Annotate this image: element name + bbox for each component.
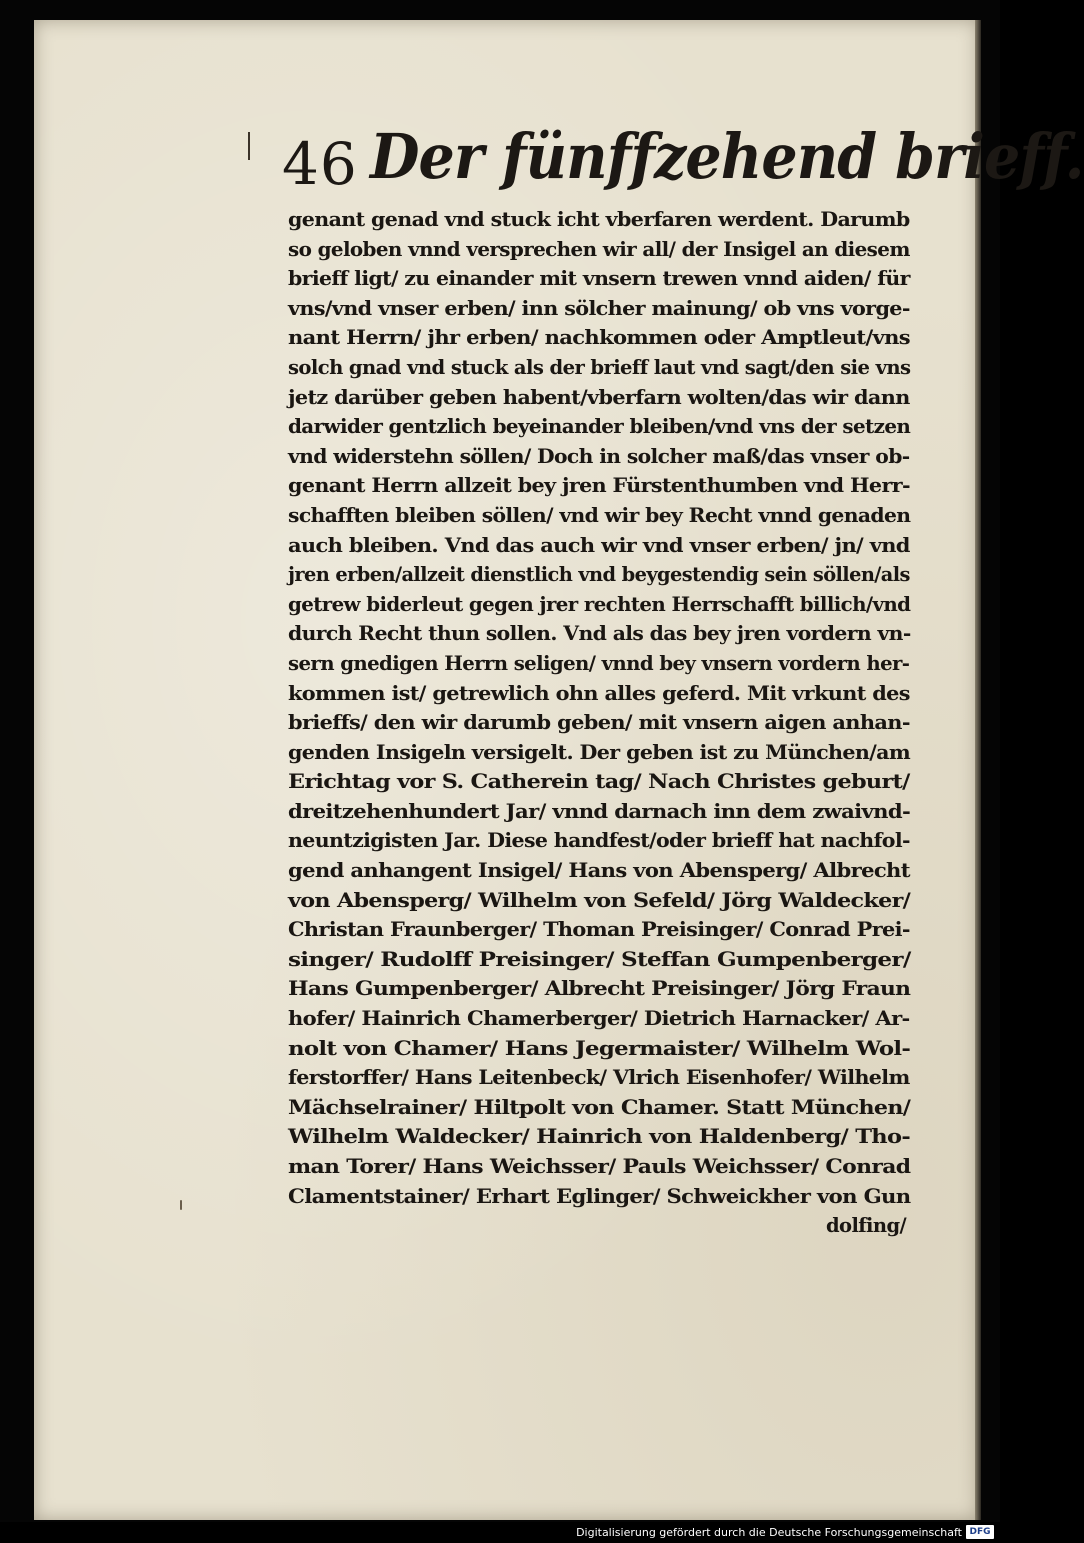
text-line: man Torer/ Hans Weichsser/ Pauls Weichsser/ Conrad	[288, 1155, 911, 1178]
ink-speck	[180, 1200, 182, 1210]
text-line: nant Herrn/ jhr erben/ nachkommen oder Amptleut/vns	[288, 326, 910, 350]
text-line: nolt von Chamer/ Hans Jegermaister/ Wilhelm Wol-	[288, 1036, 911, 1060]
ink-mark	[248, 132, 250, 160]
text-line: jren erben/allzeit dienstlich vnd beygestendig sein söllen/als	[288, 563, 910, 587]
text-line: solch gnad vnd stuck als der brieff laut vnd sagt/den sie vns	[288, 355, 911, 379]
text-line: getrew biderleut gegen jrer rechten Herrschafft billich/vnd	[288, 592, 911, 616]
text-line: vnd widerstehn söllen/ Doch in solcher maß/das vnser ob-	[288, 444, 910, 468]
text-line: dolfing/	[826, 1214, 906, 1238]
text-line: jetz darüber geben habent/vberfarn wolten/das wir dann	[288, 385, 910, 409]
text-line: schafften bleiben söllen/ vnd wir bey Recht vnnd genaden	[288, 503, 911, 527]
page-number: 46	[282, 130, 358, 198]
text-line: Hans Gumpenberger/ Albrecht Preisinger/ Jörg Fraun	[288, 977, 911, 1001]
text-line: hofer/ Hainrich Chamerberger/ Dietrich Harnacker/ Ar-	[288, 1007, 910, 1031]
text-line: Erichtag vor S. Catherein tag/ Nach Christes geburt/	[288, 770, 910, 794]
text-line: Wilhelm Waldecker/ Hainrich von Haldenberg/ Tho-	[288, 1125, 911, 1149]
text-line: neuntzigisten Jar. Diese handfest/oder brieff hat nachfol-	[288, 829, 910, 853]
text-line: Clamentstainer/ Erhart Eglinger/ Schweickher von Gun	[288, 1184, 911, 1208]
text-line: darwider gentzlich beyeinander bleiben/vnd vns der setzen	[288, 415, 911, 439]
letter-body-text	[288, 205, 910, 1241]
text-line: genant Herrn allzeit bey jren Fürstenthumben vnd Herr-	[288, 474, 910, 498]
text-line: genant genad vnd stuck icht vberfaren werdent. Darumb	[288, 208, 910, 231]
text-line: singer/ Rudolff Preisinger/ Steffan Gumpenberger/	[288, 947, 911, 971]
text-line: genden Insigeln versigelt. Der geben ist zu München/am	[288, 740, 911, 764]
text-line: von Abensperg/ Wilhelm von Sefeld/ Jörg Waldecker/	[288, 888, 911, 912]
text-line: sern gnedigen Herrn seligen/ vnnd bey vnsern vordern her-	[288, 651, 910, 675]
text-line: brieffs/ den wir darumb geben/ mit vnsern aigen anhan-	[288, 711, 910, 735]
text-line: kommen ist/ getrewlich ohn alles geferd. Mit vrkunt des	[288, 681, 910, 705]
footer-bar	[0, 1522, 1000, 1543]
text-line: auch bleiben. Vnd das auch wir vnd vnser erben/ jn/ vnd	[288, 533, 910, 557]
text-line: vns/vnd vnser erben/ inn sölcher mainung/ ob vns vorge-	[288, 296, 910, 320]
text-line: Mächselrainer/ Hiltpolt von Chamer. Statt München/	[288, 1095, 911, 1119]
text-line: so geloben vnnd versprechen wir all/ der Insigel an diesem	[288, 237, 910, 261]
funding-credit: Digitalisierung gefördert durch die Deutsche Forschungsgemeinschaft	[576, 1526, 962, 1539]
text-line: gend anhangent Insigel/ Hans von Abensperg/ Albrecht	[288, 859, 910, 883]
text-line: brieff ligt/ zu einander mit vnsern trewen vnnd aiden/ für	[288, 267, 910, 291]
text-line: durch Recht thun sollen. Vnd als das bey jren vordern vn-	[288, 622, 911, 646]
text-line: ferstorffer/ Hans Leitenbeck/ Vlrich Eisenhofer/ Wilhelm	[288, 1066, 910, 1090]
text-line: dreitzehenhundert Jar/ vnnd darnach inn dem zwaivnd-	[288, 799, 911, 823]
dfg-logo: DFG	[966, 1525, 994, 1539]
page-title: Der fünffzehend brieff.	[370, 120, 1084, 193]
text-line: Christan Fraunberger/ Thoman Preisinger/ Conrad Prei-	[288, 918, 910, 942]
